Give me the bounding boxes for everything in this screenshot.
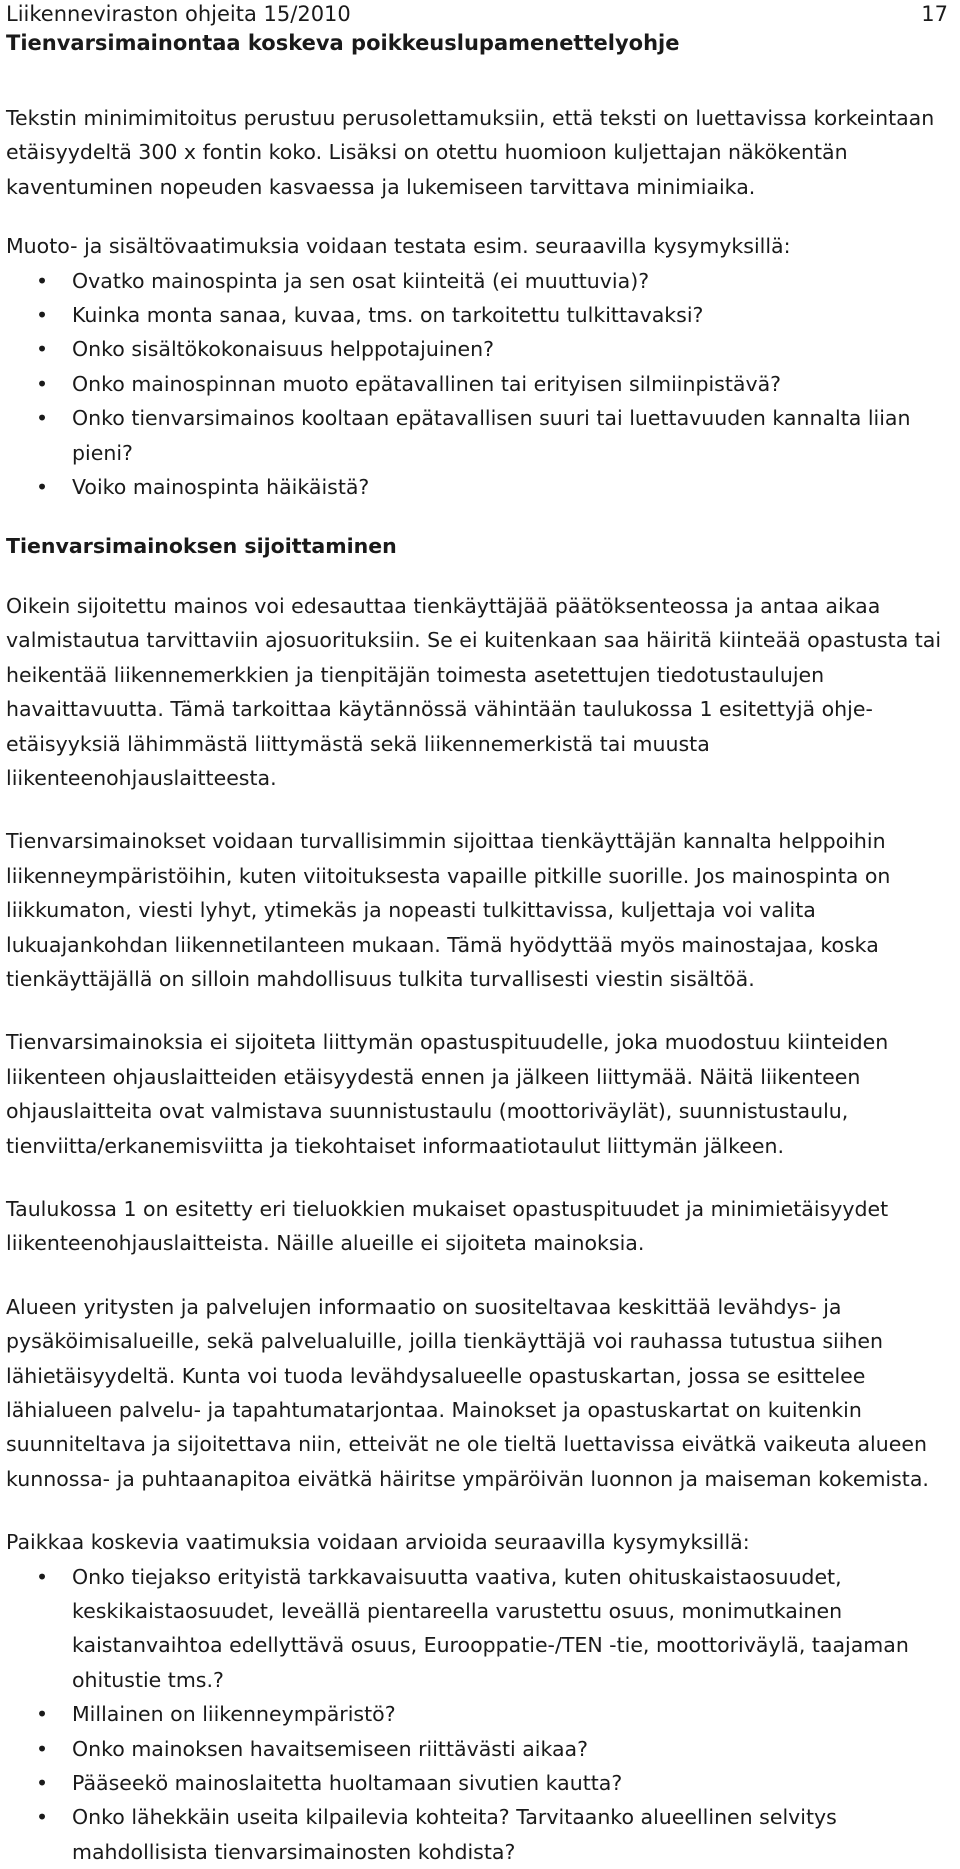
page-header (6, 0, 954, 60)
intro-paragraph: Tekstin minimimitoitus perustuu perusolettamuksiin, että teksti on luettavissa korkeintaan etäisyydeltä 300 x fontin koko. Lisäksi on otettu huomioon kuljettajan näkökentän kaventuminen nopeuden kasvaessa ja lukemiseen tarvittava minimiaika. (6, 106, 935, 199)
questions-intro: Muoto- ja sisältövaatimuksia voidaan testata esim. seuraavilla kysymyksillä: (6, 234, 791, 259)
bullet-marker: • (36, 371, 49, 396)
section-heading: Tienvarsimainoksen sijoittaminen (6, 534, 397, 559)
body-paragraph: Tienvarsimainokset voidaan turvallisimmin sijoittaa tienkäyttäjän kannalta helppoihin liikenneympäristöihin, kuten viitoituksesta vapaille pitkille suorille. Jos mainospinta on liikkumaton, viesti lyhyt, ytimekäs ja nopeasti tulkittavissa, kuljettaja voi valita lukuajankohdan liikennetilanteen mukaan. Tämä hyödyttää myös mainostajaa, koska tienkäyttäjällä on silloin mahdollisuus tulkita turvallisesti viestin sisältöä. (6, 829, 891, 991)
doc-series: Liikenneviraston ohjeita 15/2010 (6, 2, 351, 26)
body-paragraph: Taulukossa 1 on esitetty eri tieluokkien mukaiset opastuspituudet ja minimietäisyydet liikenteenohjauslaitteista. Näille alueille ei sijoiteta mainoksia. (6, 1196, 889, 1256)
body-paragraph: Alueen yritysten ja palvelujen informaatio on suositeltavaa keskittää levähdys- ja pysäköimisalueille, sekä palvelualuille, joilla tienkäyttäjä voi rauhassa tutustua siihen lähietäisyydeltä. Kunta voi tuoda levähdysalueelle opastuskartan, jossa se esittelee lähialueen palvelu- ja tapahtumatarjontaa. Mainokset ja opastuskartat on kuitenkin suunniteltava ja sijoitettava niin, etteivät ne ole tieltä luettavissa eivätkä vaikeuta alueen kunnossa- ja puhtaanapitoa eivätkä häiritse ympäröivän luonnon ja maiseman kokemista. (6, 1294, 929, 1491)
bullet-marker: • (36, 1805, 49, 1830)
body-paragraph: Oikein sijoitettu mainos voi edesauttaa tienkäyttäjää päätöksenteossa ja antaa aikaa valmistautua tarvittaviin ajosuorituksiin. Se ei kuitenkaan saa häiritä kiinteää opastusta tai heikentää liikennemerkkien ja tienpitäjän toimesta asetettujen tiedotustaulujen havaittavuutta. Tämä tarkoittaa käytännössä vähintään taulukossa 1 esitettyjä ohje-etäisyyksiä lähimmästä liittymästä sekä liikennemerkistä tai muusta liikenteenohjauslaitteesta. (6, 593, 942, 790)
bullet-marker: • (36, 303, 49, 328)
location-questions (6, 1560, 946, 1869)
list-item: • Onko mainospinnan muoto epätavallinen tai erityisen silmiinpistävä? (6, 367, 946, 401)
bullet-marker: • (36, 1564, 49, 1589)
bullet-marker: • (36, 337, 49, 362)
bullet-marker: • (36, 406, 49, 431)
list-item: • Onko tiejakso erityistä tarkkavaisuutta vaativa, kuten ohituskaistaosuudet, keskikaistaosuudet, leveällä pientareella varustettu osuus, monimutkainen kaistanvaihtoa edellyttävä osuus, Eurooppatie-/TEN -tie, moottoriväylä, taajaman ohitustie tms.? (6, 1560, 946, 1698)
form-content-questions (6, 264, 946, 505)
doc-title: Tienvarsimainontaa koskeva poikkeuslupamenettelyohje (6, 31, 680, 55)
bullet-marker: • (36, 1702, 49, 1727)
bullet-marker: • (36, 268, 49, 293)
location-questions-intro: Paikkaa koskevia vaatimuksia voidaan arvioida seuraavilla kysymyksillä: (6, 1530, 750, 1555)
list-item: • Onko sisältökokonaisuus helppotajuinen? (6, 332, 946, 366)
bullet-marker: • (36, 475, 49, 500)
list-item: • Kuinka monta sanaa, kuvaa, tms. on tarkoitettu tulkittavaksi? (6, 298, 946, 332)
list-item: • Onko tienvarsimainos kooltaan epätavallisen suuri tai luettavuuden kannalta liian pieni? (6, 401, 946, 470)
bullet-marker: • (36, 1736, 49, 1761)
page-content (6, 101, 946, 1869)
list-item: • Onko lähekkäin useita kilpailevia kohteita? Tarvitaanko alueellinen selvitys mahdollisista tienvarsimainosten kohdista? (6, 1800, 946, 1869)
list-item: • Onko mainoksen havaitsemiseen riittävästi aikaa? (6, 1732, 946, 1766)
bullet-marker: • (36, 1771, 49, 1796)
list-item: • Pääseekö mainoslaitetta huoltamaan sivutien kautta? (6, 1766, 946, 1800)
list-item: • Voiko mainospinta häikäistä? (6, 470, 946, 504)
list-item: • Millainen on liikenneympäristö? (6, 1697, 946, 1731)
page-number: 17 (921, 2, 948, 26)
list-item: • Ovatko mainospinta ja sen osat kiinteitä (ei muuttuvia)? (6, 264, 946, 298)
body-paragraph: Tienvarsimainoksia ei sijoiteta liittymän opastuspituudelle, joka muodostuu kiinteiden liikenteen ohjauslaitteiden etäisyydestä ennen ja jälkeen liittymää. Näitä liikenteen ohjauslaitteita ovat valmistava suunnistustaulu (moottoriväylät), suunnistustaulu, tienviitta/erkanemisviitta ja tiekohtaiset informaatiotaulut liittymän jälkeen. (6, 1030, 889, 1158)
